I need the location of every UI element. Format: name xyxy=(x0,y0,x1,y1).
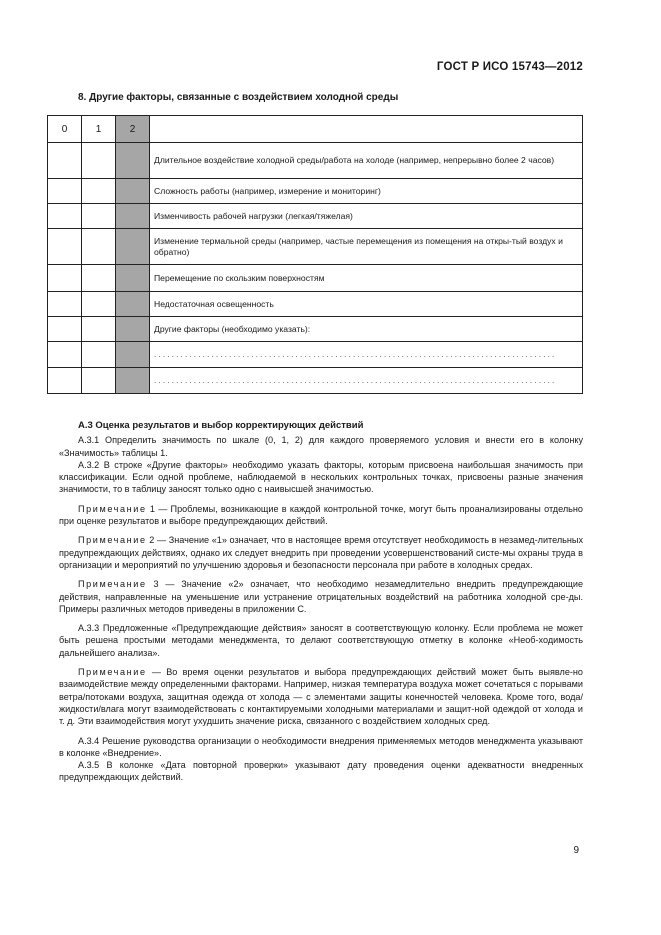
section-title: 8. Другие факторы, связанные с воздействием холодной среды xyxy=(78,92,399,103)
table-row xyxy=(48,229,583,265)
header-cell-1: 1 xyxy=(82,116,116,143)
row-text: Перемещение по скользким поверхностям xyxy=(150,265,583,292)
table-row xyxy=(48,179,583,204)
table-row xyxy=(48,292,583,317)
paragraph: А.3.4 Решение руководства организации о необходимости внедрения применяемых методов менеджмента указывают в колонке «Внедрение». xyxy=(59,735,583,758)
paragraph: А.3.1 Определить значимость по шкале (0, 1, 2) для каждого проверяемого условия и внести его в колонку «Значимость» таблицы 1. xyxy=(59,435,583,458)
note-text: 3 — Значение «2» означает, что необходимо незамедлительно внедрить предупреждающие действия, направленные на уменьшение или устранение отрицательных воздействий на работника холодной сре-ды. Примеры различных методов приведены в приложении С. xyxy=(59,579,584,614)
note-text: 1 — Проблемы, возникающие в каждой контрольной точке, могут быть проанализированы отдельно при оценке результатов и выборе предупреждающих действий. xyxy=(59,503,583,527)
row-text: Изменчивость рабочей нагрузки (легкая/тяжелая) xyxy=(150,204,583,229)
note-label: Примечание xyxy=(78,535,147,546)
table-row xyxy=(48,204,583,229)
table-row xyxy=(48,143,583,179)
note-label: Примечание xyxy=(78,503,147,514)
row-text: Недостаточная освещенность xyxy=(150,292,583,317)
document-code: ГОСТ Р ИСО 15743—2012 xyxy=(436,61,583,73)
note xyxy=(59,578,583,615)
header-cell-2: 2 xyxy=(116,116,150,143)
assessment-section xyxy=(59,420,583,784)
note-text: — Во время оценки результатов и выбора предупреждающих действий может быть выявле-но взаимодействие между определенными факторами. Например, низкая температура воздуха может сочетаться с порывами ветра/потоками воздуха, защитная одежда от холода — с элементами защиты конечностей человека. Кроме того, вода/жидкости/влага могут взаимодействовать с контактируемыми холодными материалами и защит-ной одеждой от холода и т. д. Эти взаимодействия могут ухудшить значение риска, связанного с воздействием холодных сред. xyxy=(59,667,583,727)
note xyxy=(59,534,583,571)
paragraph: А.3.3 Предложенные «Предупреждающие действия» заносят в соответствующую колонку. Если проблема не может быть решена простыми методами менеджмента, то делают соответствующую отметку в колонке «Необ-ходимость дальнейшего анализа». xyxy=(59,623,583,658)
header-cell-0: 0 xyxy=(48,116,82,143)
table-row xyxy=(48,342,583,368)
note xyxy=(59,503,583,528)
table-row xyxy=(48,317,583,342)
note-label: Примечание xyxy=(78,579,147,590)
note xyxy=(59,666,583,727)
table-header-row xyxy=(48,116,583,143)
paragraph: А.3.5 В колонке «Дата повторной проверки» указывают дату проведения оценки адекватности внедренных предупреждающих действий. xyxy=(59,760,583,783)
header-cell-description xyxy=(150,116,583,143)
row-text: Сложность работы (например, измерение и мониторинг) xyxy=(150,179,583,204)
fill-in-line: ........................................................................................... xyxy=(154,350,557,359)
page-number: 9 xyxy=(573,845,579,856)
table-row xyxy=(48,265,583,292)
table-row xyxy=(48,368,583,394)
factors-table xyxy=(47,115,583,394)
note-label: Примечание xyxy=(78,667,147,678)
row-text: Изменение термальной среды (например, частые перемещения из помещения на откры-тый воздух и обратно) xyxy=(150,229,583,265)
paragraph: А.3.2 В строке «Другие факторы» необходимо указать факторы, которым присвоена наибольшая значимость при классификации. Если одной проблеме, наблюдаемой в нескольких контрольных точках, присвоены разные значения значимости, то в таблицу заносят только одно с наивысшей значимостью. xyxy=(59,459,583,495)
row-text: Длительное воздействие холодной среды/работа на холоде (например, непрерывно более 2 часов) xyxy=(150,143,583,179)
row-text: Другие факторы (необходимо указать): xyxy=(150,317,583,342)
subsection-heading: А.3 Оценка результатов и выбор корректирующих действий xyxy=(78,420,364,431)
fill-in-line: ........................................................................................... xyxy=(154,376,557,385)
note-text: 2 — Значение «1» означает, что в настоящее время отсутствует необходимость в незамед-лительных предупреждающих действиях, однако их следует внедрить при проведении усовершенствований систе-мы охраны труда в организации и мероприятий по улучшению здоровья и безопасности персонала при работе в холодных средах. xyxy=(59,535,583,570)
